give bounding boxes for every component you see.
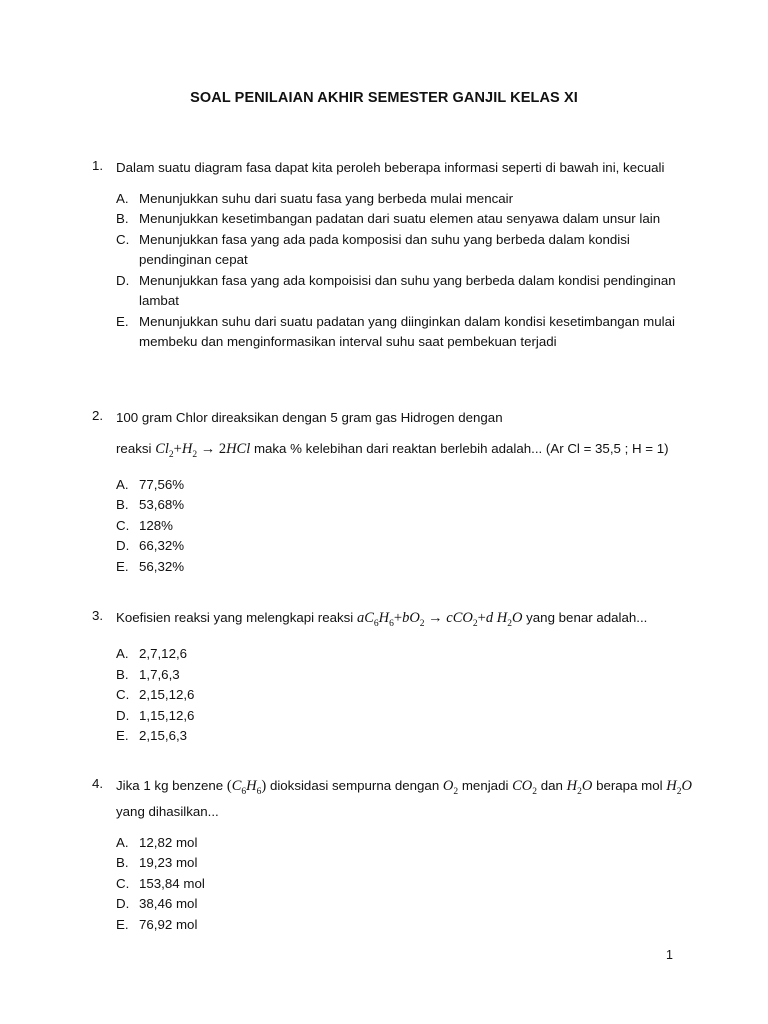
option-text: 1,15,12,6 — [139, 707, 195, 723]
question-text — [116, 608, 692, 634]
option-text: Menunjukkan suhu dari suatu fasa yang berbeda mulai mencair — [139, 190, 514, 206]
option-letter: E. — [116, 916, 129, 932]
option-text: Menunjukkan kesetimbangan padatan dari suatu elemen atau senyawa dalam unsur lain — [139, 211, 661, 226]
option-d — [116, 894, 692, 915]
question-2 — [92, 408, 692, 577]
question-text-suffix: yang benar adalah... — [526, 610, 648, 625]
option-text: Menunjukkan fasa yang ada pada komposisi dan suhu yang berbeda dalam kondisi pendinginan cepat — [139, 231, 630, 267]
question-text-line1: 100 gram Chlor direaksikan dengan 5 gram gas Hidrogen dengan — [116, 410, 503, 425]
question-3 — [92, 608, 692, 747]
option-text: 12,82 mol — [139, 834, 198, 850]
reaction-equation: $Cl_2+H_2 \to 2HCl$ — [155, 440, 251, 460]
option-letter: C. — [116, 231, 130, 247]
option-text: 76,92 mol — [139, 916, 198, 932]
option-letter: C. — [116, 517, 130, 533]
oxygen-formula: $O_2$ — [442, 778, 459, 797]
option-letter: A. — [116, 834, 129, 850]
option-text: 153,84 mol — [139, 875, 205, 891]
option-b — [116, 853, 692, 874]
option-letter: B. — [116, 211, 129, 226]
option-text: 128% — [139, 517, 174, 533]
question-text-suffix: maka % kelebihan dari reaktan berlebih adalah... (Ar Cl = 35,5 ; H = 1) — [253, 440, 669, 456]
water-formula: $H_2O$ — [666, 778, 693, 797]
option-letter: B. — [116, 666, 129, 682]
option-b — [116, 495, 692, 516]
question-text: Jika 1 kg benzene $(C_6H_6)$ dioksidasi sempurna dengan $O_2$ menjadi $CO_2$ dan $H_2O$ berapa mol $H_2O$ yang dihasilkan... — [116, 778, 693, 820]
option-d — [116, 536, 692, 557]
option-b — [116, 665, 692, 686]
option-e — [116, 312, 692, 353]
option-text: 1,7,6,3 — [139, 666, 180, 682]
question-4 — [92, 776, 692, 935]
question-text-line2 — [116, 439, 692, 465]
option-text: 2,15,6,3 — [139, 728, 188, 744]
option-letter: B. — [116, 855, 129, 871]
option-b — [116, 209, 692, 230]
option-e — [116, 557, 692, 578]
co2-formula: $CO_2$ — [512, 778, 538, 797]
benzene-formula: $(C_6H_6)$ — [226, 778, 267, 797]
option-list — [116, 475, 692, 578]
option-c — [116, 230, 692, 271]
question-number: 4. — [92, 776, 104, 791]
option-list — [116, 644, 692, 747]
option-text: 19,23 mol — [139, 855, 198, 871]
option-text: 2,7,12,6 — [139, 646, 188, 662]
option-e — [116, 726, 692, 747]
question-number: 2. — [92, 408, 104, 423]
option-letter: A. — [116, 190, 129, 206]
option-text: 56,32% — [139, 558, 185, 574]
option-letter: D. — [116, 896, 130, 912]
question-text-prefix: reaksi — [116, 440, 152, 456]
option-e — [116, 915, 692, 936]
option-letter: A. — [116, 646, 129, 662]
option-letter: D. — [116, 707, 130, 723]
option-letter: D. — [116, 272, 130, 288]
option-d — [116, 706, 692, 727]
question-number: 3. — [92, 608, 104, 623]
option-letter: E. — [116, 558, 129, 574]
option-text: 38,46 mol — [139, 896, 198, 912]
page-number: 1 — [666, 948, 673, 962]
option-a — [116, 833, 692, 854]
question-1 — [92, 158, 692, 353]
option-c — [116, 516, 692, 537]
option-c — [116, 685, 692, 706]
water-formula: $H_2O$ — [566, 778, 593, 797]
option-d — [116, 271, 692, 312]
option-letter: C. — [116, 687, 130, 703]
question-text-prefix: Koefisien reaksi yang melengkapi reaksi — [116, 610, 354, 625]
question-text: Dalam suatu diagram fasa dapat kita peroleh beberapa informasi seperti di bawah ini, kecuali — [116, 160, 665, 175]
option-a — [116, 644, 692, 665]
option-text: 53,68% — [139, 497, 185, 513]
option-a — [116, 189, 692, 210]
option-c — [116, 874, 692, 895]
option-letter: D. — [116, 538, 130, 554]
page-title: SOAL PENILAIAN AKHIR SEMESTER GANJIL KELAS XI — [190, 90, 578, 106]
option-a — [116, 475, 692, 496]
reaction-equation: $aC_6H_6+bO_2 \to cCO_2+d$ $H_2O$ — [356, 610, 523, 629]
option-text: Menunjukkan fasa yang ada kompoisisi dan suhu yang berbeda dalam kondisi pendinginan lambat — [139, 272, 676, 308]
option-list — [116, 189, 692, 353]
option-text: 2,15,12,6 — [139, 687, 195, 703]
option-text: 77,56% — [139, 476, 185, 492]
option-letter: E. — [116, 728, 129, 744]
option-letter: C. — [116, 875, 130, 891]
option-text: Menunjukkan suhu dari suatu padatan yang diinginkan dalam kondisi kesetimbangan mulai membeku dan menginformasikan interval suhu saat pembekuan terjadi — [139, 313, 675, 349]
option-letter: B. — [116, 497, 129, 513]
option-letter: A. — [116, 476, 129, 492]
option-text: 66,32% — [139, 538, 185, 554]
question-number: 1. — [92, 158, 104, 173]
option-letter: E. — [116, 313, 129, 329]
option-list — [116, 833, 692, 936]
